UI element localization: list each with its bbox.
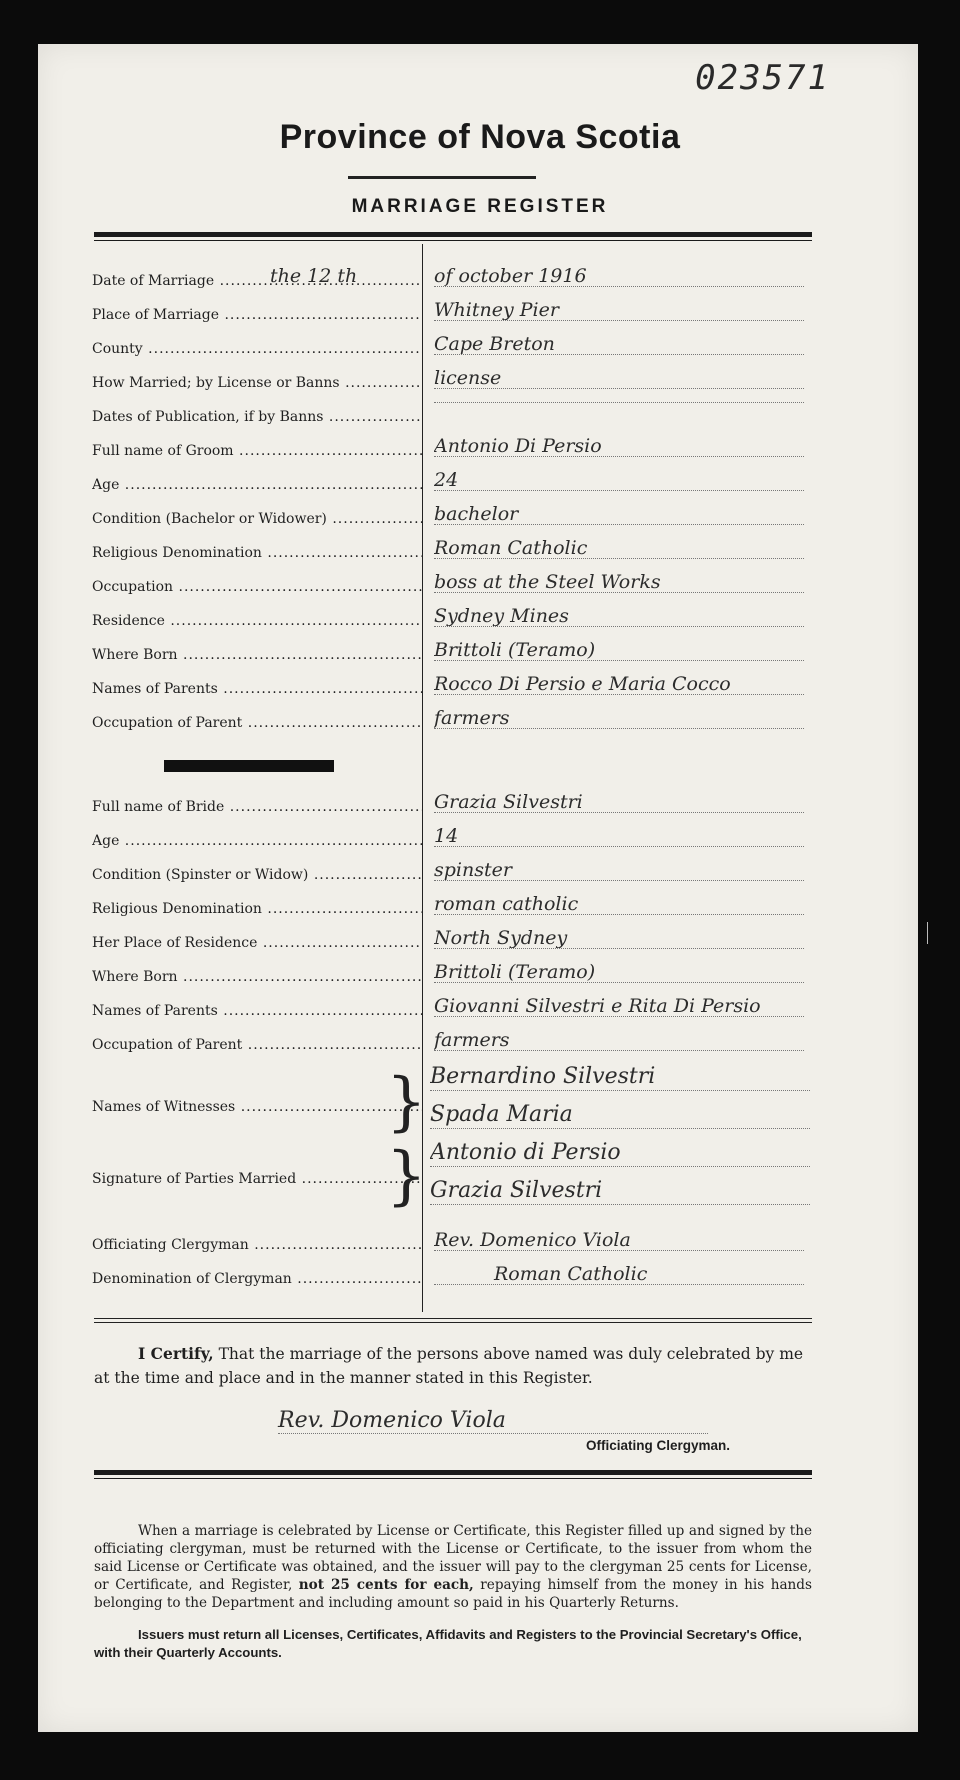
groom-born-label: Where Born ..... bbox=[92, 646, 422, 664]
instructions-text bbox=[94, 1522, 812, 1612]
county-value: Cape Breton bbox=[434, 334, 804, 355]
bride-residence-label: Her Place of Residence ..... bbox=[92, 934, 422, 952]
footer-rule bbox=[94, 1470, 812, 1475]
date-label: Date of Marriage ..... bbox=[92, 272, 422, 290]
groom-name-label: Full name of Groom ..... bbox=[92, 442, 422, 460]
officiant-signature: Rev. Domenico Viola bbox=[278, 1408, 708, 1434]
groom-parent-occupation-value: farmers bbox=[434, 708, 804, 729]
publication-value bbox=[434, 402, 804, 403]
bride-residence-value: North Sydney bbox=[434, 928, 804, 949]
bride-name-value: Grazia Silvestri bbox=[434, 792, 804, 813]
groom-name-value: Antonio Di Persio bbox=[434, 436, 804, 457]
groom-condition-value: bachelor bbox=[434, 504, 804, 525]
header-rule-thin bbox=[94, 240, 812, 241]
officiant-caption: Officiating Clergyman. bbox=[586, 1438, 731, 1453]
how-married-label: How Married; by License or Banns ..... bbox=[92, 374, 422, 392]
form-subtitle: MARRIAGE REGISTER bbox=[351, 196, 609, 217]
bride-signature: Grazia Silvestri bbox=[430, 1178, 810, 1205]
redaction-bar bbox=[164, 760, 334, 772]
officiating-label: Officiating Clergyman ..... bbox=[92, 1236, 422, 1254]
bride-name-label: Full name of Bride ..... bbox=[92, 798, 422, 816]
groom-religion-label: Religious Denomination ..... bbox=[92, 544, 422, 562]
bride-age-value: 14 bbox=[434, 826, 804, 847]
date-value-right: of october 1916 bbox=[434, 266, 804, 287]
groom-residence-label: Residence ..... bbox=[92, 612, 422, 630]
groom-occupation-value: boss at the Steel Works bbox=[434, 572, 804, 593]
instructions-part-1: When a marriage is celebrated by License or Certificate, this Register filled up and signed by the officiating clergyman, must be returned with the License or Certificate, to the issuer from whom the said License or Certificate was obtained, and the issuer will pay to the clergyman 25 cents for License, or Certificate, and Register, bbox=[94, 1523, 812, 1593]
place-value: Whitney Pier bbox=[434, 300, 804, 321]
instructions-bold: not 25 cents for each, bbox=[298, 1577, 474, 1593]
officiating-value: Rev. Domenico Viola bbox=[434, 1230, 804, 1251]
clergy-denomination-label: Denomination of Clergyman ..... bbox=[92, 1270, 422, 1288]
signatures-label: Signature of Parties Married ..... bbox=[92, 1170, 422, 1188]
place-label: Place of Marriage ..... bbox=[92, 306, 422, 324]
how-married-value: license bbox=[434, 368, 804, 389]
county-label: County ..... bbox=[92, 340, 422, 358]
groom-signature: Antonio di Persio bbox=[430, 1140, 810, 1167]
certify-lead: I Certify, bbox=[138, 1344, 214, 1363]
certify-body: That the marriage of the persons above named was duly celebrated by me at the time and place and in the manner stated in this Register. bbox=[94, 1345, 804, 1387]
groom-condition-label: Condition (Bachelor or Widower) ..... bbox=[92, 510, 422, 528]
groom-parent-occupation-label: Occupation of Parent ..... bbox=[92, 714, 422, 732]
section-divider bbox=[94, 1318, 812, 1323]
bride-condition-value: spinster bbox=[434, 860, 804, 881]
date-value-left: the 12 th bbox=[270, 265, 358, 287]
witness-1-value: Bernardino Silvestri bbox=[430, 1064, 810, 1091]
groom-parents-value: Rocco Di Persio e Maria Cocco bbox=[434, 674, 804, 695]
witness-2-value: Spada Maria bbox=[430, 1102, 810, 1129]
groom-parents-label: Names of Parents ..... bbox=[92, 680, 422, 698]
bride-parents-label: Names of Parents ..... bbox=[92, 1002, 422, 1020]
issuers-notice: Issuers must return all Licenses, Certificates, Affidavits and Registers to the Provincial Secretary's Office, with their Quarterly Accounts. bbox=[94, 1627, 802, 1660]
bride-born-value: Brittoli (Teramo) bbox=[434, 962, 804, 983]
clergy-denomination-value: Roman Catholic bbox=[434, 1264, 804, 1285]
register-number-stamp: 023571 bbox=[695, 58, 830, 98]
groom-religion-value: Roman Catholic bbox=[434, 538, 804, 559]
groom-residence-value: Sydney Mines bbox=[434, 606, 804, 627]
groom-age-value: 24 bbox=[434, 470, 804, 491]
certification-text bbox=[94, 1342, 812, 1390]
signatures-brace: } bbox=[386, 1139, 427, 1213]
bride-born-label: Where Born ..... bbox=[92, 968, 422, 986]
bride-parent-occupation-label: Occupation of Parent ..... bbox=[92, 1036, 422, 1054]
groom-age-label: Age ..... bbox=[92, 476, 422, 494]
publication-label: Dates of Publication, if by Banns ..... bbox=[92, 408, 422, 426]
form-title: Province of Nova Scotia bbox=[279, 118, 681, 156]
bride-parent-occupation-value: farmers bbox=[434, 1030, 804, 1051]
bride-age-label: Age ..... bbox=[92, 832, 422, 850]
bride-condition-label: Condition (Spinster or Widow) ..... bbox=[92, 866, 422, 884]
witnesses-label: Names of Witnesses ..... bbox=[92, 1098, 422, 1116]
bride-religion-value: roman catholic bbox=[434, 894, 804, 915]
footer-rule-thin bbox=[94, 1478, 812, 1479]
groom-born-value: Brittoli (Teramo) bbox=[434, 640, 804, 661]
instructions-part-2: repaying himself from the money in his hands belonging to the Department and including amount so paid in his Quarterly Returns. bbox=[94, 1577, 812, 1611]
groom-occupation-label: Occupation ..... bbox=[92, 578, 422, 596]
scan-edge-mark bbox=[927, 922, 936, 944]
bride-religion-label: Religious Denomination ..... bbox=[92, 900, 422, 918]
header-rule bbox=[94, 232, 812, 237]
title-rule bbox=[348, 176, 536, 179]
bride-parents-value: Giovanni Silvestri e Rita Di Persio bbox=[434, 996, 804, 1017]
witnesses-brace: } bbox=[386, 1065, 427, 1139]
